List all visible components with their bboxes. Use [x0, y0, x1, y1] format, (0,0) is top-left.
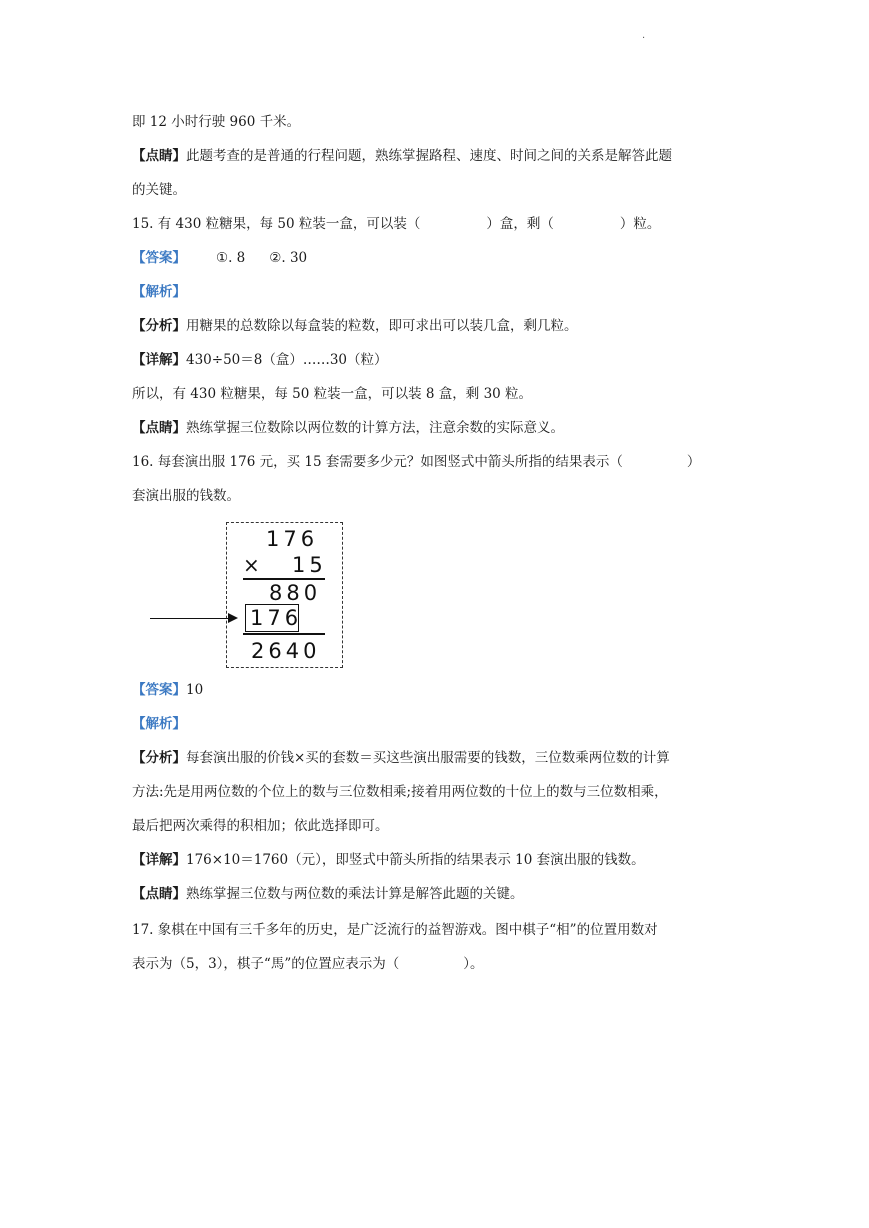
question-text: 15. 有 430 粒糖果，每 50 粒装一盒，可以装（ — [132, 216, 421, 232]
fenxi-text: 用糖果的总数除以每盒装的粒数，即可求出可以装几盒，剩几粒。 — [186, 318, 578, 334]
question-15 — [132, 214, 660, 234]
question-text: 16. 每套演出服 176 元，买 15 套需要多少元？如图竖式中箭头所指的结果表示（ — [132, 454, 623, 470]
fenxi-tag: 【分析】 — [132, 318, 186, 334]
product: 2640 — [251, 639, 321, 663]
jiexi-tag: 【解析】 — [132, 716, 186, 732]
answer-value: ②. 30 — [269, 250, 308, 266]
fenxi-text: 每套演出服的价钱×买的套数＝买这些演出服需要的钱数，三位数乘两位数的计算 — [186, 750, 670, 766]
xiangjie-15 — [132, 350, 388, 370]
answer-value: 10 — [186, 682, 204, 698]
partial-product-1: 880 — [269, 581, 322, 605]
answer-tag: 【答案】 — [132, 250, 186, 266]
dianjing-text: 熟练掌握三位数与两位数的乘法计算是解答此题的关键。 — [186, 886, 524, 902]
jiexi-tag: 【解析】 — [132, 284, 186, 300]
xiangjie-text: 176×10＝1760（元），即竖式中箭头所指的结果表示 10 套演出服的钱数。 — [186, 852, 645, 868]
dianjing-note — [132, 146, 672, 166]
dianjing-text: 此题考查的是普通的行程问题，熟练掌握路程、速度、时间之间的关系是解答此题 — [186, 148, 672, 164]
xiangjie-tag: 【详解】 — [132, 352, 186, 368]
fenxi-text: 方法:先是用两位数的个位上的数与三位数相乘;接着用两位数的十位上的数与三位数相乘， — [132, 784, 668, 800]
question-text: 表示为（5，3），棋子“馬”的位置应表示为（ — [132, 956, 400, 972]
arrow-right-icon — [228, 613, 238, 623]
dianjing-16 — [132, 884, 524, 904]
question-text: ）粒。 — [619, 216, 661, 232]
dianjing-tag: 【点睛】 — [132, 886, 186, 902]
fenxi-text: 最后把两次乘得的积相加；依此选择即可。 — [132, 818, 389, 834]
rule-line — [243, 633, 325, 635]
question-16 — [132, 452, 700, 472]
multiplicand: 176 — [266, 527, 319, 551]
arrow-line — [150, 618, 232, 619]
answer-tag: 【答案】 — [132, 682, 186, 698]
fenxi-15 — [132, 316, 578, 336]
question-text: ） — [686, 454, 701, 470]
dianjing-15 — [132, 418, 564, 438]
page-marker: . — [642, 30, 646, 41]
dianjing-tag: 【点睛】 — [132, 420, 186, 436]
partial-product-2: 176 — [250, 606, 303, 630]
dianjing-tag: 【点睛】 — [132, 148, 186, 164]
question-text: ）。 — [463, 956, 484, 972]
dianjing-text: 熟练掌握三位数除以两位数的计算方法，注意余数的实际意义。 — [186, 420, 564, 436]
rule-line — [243, 578, 325, 580]
question-17-cont — [132, 954, 483, 974]
xiangjie-text: 430÷50＝8（盒）……30（粒） — [186, 352, 388, 368]
times-sign: × — [243, 553, 264, 577]
xiangjie-tag: 【详解】 — [132, 852, 186, 868]
xiangjie-16 — [132, 850, 645, 870]
answer-15 — [132, 248, 307, 268]
multiplier: 15 — [292, 553, 327, 577]
question-text: ）盒，剩（ — [486, 216, 554, 232]
answer-value: ①. 8 — [216, 250, 246, 266]
fenxi-tag: 【分析】 — [132, 750, 186, 766]
question-17: 17. 象棋在中国有三千多年的历史，是广泛流行的益智游戏。图中棋子“相”的位置用数对 — [132, 922, 658, 938]
question-text: 套演出服的钱数。 — [132, 488, 240, 504]
text-line: 所以，有 430 粒糖果，每 50 粒装一盒，可以装 8 盒，剩 30 粒。 — [132, 386, 533, 402]
fenxi-16 — [132, 748, 670, 768]
answer-16 — [132, 680, 203, 700]
text-line: 的关键。 — [132, 182, 186, 198]
text-line: 即 12 小时行驶 960 千米。 — [132, 114, 301, 130]
